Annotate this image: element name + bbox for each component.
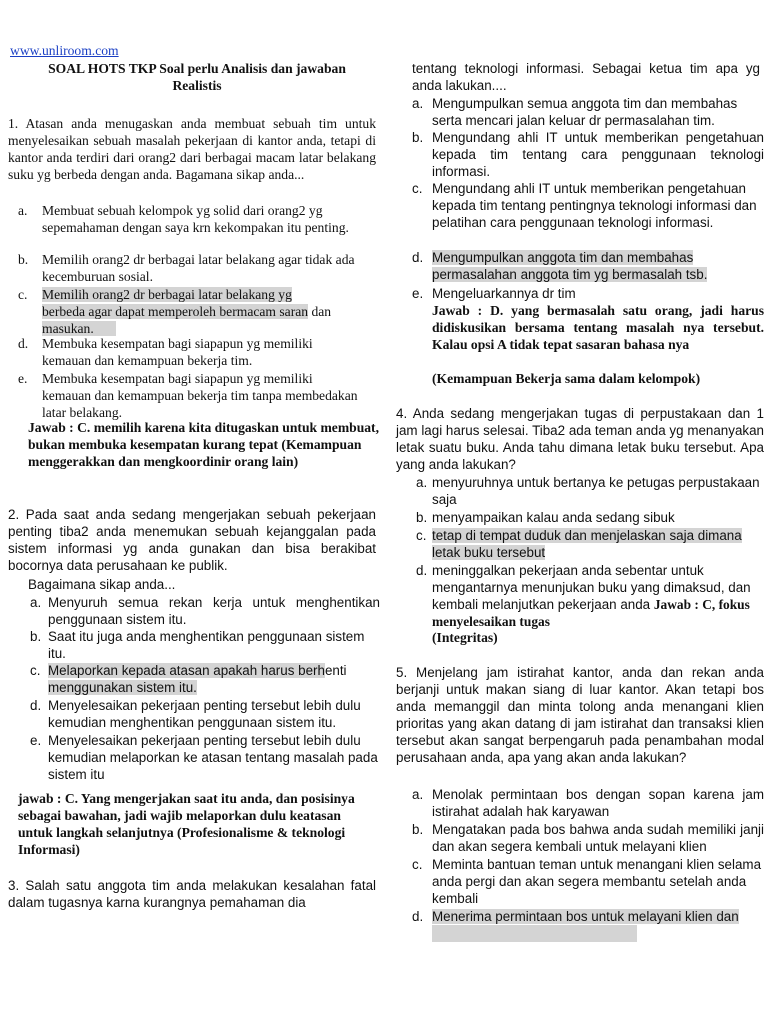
q4-option-d <box>416 562 756 630</box>
q4-option-c <box>416 527 766 561</box>
q2-option-a <box>30 594 380 628</box>
question-3-text-continued: tentang teknologi informasi. Sebagai ketua tim apa yg anda lakukan.... <box>412 61 760 93</box>
q1-option-b-letter: b. <box>18 252 29 267</box>
q3-answer: Jawab : D. yang bermasalah satu orang, jadi harus didiskusikan bersama tentang masalah nya tersebut. Kalau opsi A tidak tepat sasaran bahasa nya <box>432 303 764 352</box>
q5-option-c-letter: c. <box>412 857 423 872</box>
page-title-line1: SOAL HOTS TKP Soal perlu Analisis dan jawaban <box>48 61 346 76</box>
q1-option-d <box>18 335 358 369</box>
q2-option-c-rest: enti <box>324 663 347 678</box>
q5-option-d-highlight-1: Menerima permintaan bos untuk melayani klien dan <box>432 909 739 924</box>
q2-option-b-text: Saat itu juga anda menghentikan penggunaan sistem itu. <box>48 629 365 661</box>
q3-option-a <box>412 95 762 129</box>
q2-answer: jawab : C. Yang mengerjakan saat itu anda, dan posisinya sebagai bawahan, jadi wajib melaporkan dulu keatasan untuk langkah selanjutnya (Profesionalisme & teknologi Informasi) <box>18 791 355 857</box>
q4-option-a-text: menyuruhnya untuk bertanya ke petugas perpustakaan saja <box>432 475 760 507</box>
q4-option-b <box>416 509 766 526</box>
q1-option-c <box>18 286 378 337</box>
q1-option-c-rest: dan <box>308 304 332 319</box>
q1-option-a-letter: a. <box>18 203 28 218</box>
q3-option-d <box>412 249 762 283</box>
q5-option-a-letter: a. <box>412 787 424 802</box>
q3-option-e-text: Mengeluarkannya dr tim <box>432 286 576 301</box>
q4-option-a-letter: a. <box>416 475 428 490</box>
q5-option-c <box>412 856 764 907</box>
q1-option-e-letter: e. <box>18 371 28 386</box>
q1-answer: Jawab : C. memilih karena kita ditugaskan untuk membuat, bukan membuka kesempatan kurang tepat (Kemampuan menggerakkan dan mengkoordinir orang lain) <box>28 420 379 469</box>
q3-option-a-text: Mengumpulkan semua anggota tim dan membahas serta mencari jalan keluar dr permasalahan tim. <box>432 96 738 128</box>
q3-option-c-text: Mengundang ahli IT untuk memberikan pengetahuan kepada tim tentang pentingnya teknologi informasi dan pelatihan cara penggunaan teknologi informasi. <box>432 181 757 230</box>
q2-option-c-letter: c. <box>30 663 41 678</box>
q1-option-a-text: Membuat sebuah kelompok yg solid dari orang2 yg sepemahaman dengan saya krn kekompakan itu penting. <box>42 203 349 235</box>
q3-option-e-letter: e. <box>412 286 424 301</box>
q5-option-b <box>412 821 764 855</box>
q1-option-d-letter: d. <box>18 336 29 351</box>
q5-option-a <box>412 786 764 820</box>
q5-option-b-letter: b. <box>412 822 424 837</box>
question-2-text: 2. Pada saat anda sedang mengerjakan sebuah pekerjaan penting tiba2 anda menemukan sebuah kejanggalan pada sistem informasi yg anda gunakan dan bisa berakibat bocornya data perusahaan ke publik. <box>8 507 376 573</box>
q3-option-e <box>412 285 762 302</box>
q2-option-c-highlight-1: Melaporkan kepada atasan apakah harus berh <box>48 663 325 678</box>
q2-option-e-letter: e. <box>30 733 42 748</box>
q1-option-c-highlight-3: masukan. <box>42 321 116 336</box>
q2-option-e <box>30 732 380 783</box>
q4-option-c-letter: c. <box>416 528 427 543</box>
question-2-prompt: Bagaimana sikap anda... <box>28 577 176 592</box>
q2-option-b-letter: b. <box>30 629 42 644</box>
q3-option-c-letter: c. <box>412 181 423 196</box>
q3-option-b-letter: b. <box>412 130 424 145</box>
question-5-text: 5. Menjelang jam istirahat kantor, anda dan rekan anda berjanji untuk makan siang di luar kantor. Akan tetapi bos anda memanggil dan minta tolong anda menangani klien prioritas yang akan datang di jam istirahat dan transaksi klien tersebut akan sangat berpengaruh pada penambahan modal perusahaan anda, apa yang akan anda lakukan? <box>396 665 764 765</box>
q5-option-c-text: Meminta bantuan teman untuk menangani klien selama anda pergi dan akan segera membantu setelah anda kembali <box>432 857 762 906</box>
q2-option-d-letter: d. <box>30 698 42 713</box>
question-1-text: 1. Atasan anda menugaskan anda membuat sebuah tim untuk menyelesaikan sebuah masalah pekerjaan di kantor anda, tetapi di kantor anda terdiri dari orang2 dari berbagai macam latar belakang suku yg berbeda dengan anda. Bagamana sikap anda... <box>8 116 376 182</box>
q2-option-e-text: Menyelesaikan pekerjaan penting tersebut lebih dulu kemudian melaporkan ke atasan tentang masalah pada sistem itu <box>48 733 378 782</box>
q3-option-a-letter: a. <box>412 96 424 111</box>
q4-answer-category: (Integritas) <box>432 630 498 645</box>
q2-option-a-text: Menyuruh semua rekan kerja untuk menghentikan penggunaan sistem itu. <box>48 595 380 627</box>
page-title <box>10 60 384 94</box>
q1-option-a <box>18 202 358 236</box>
q3-option-d-letter: d. <box>412 250 424 265</box>
q3-option-c <box>412 180 762 231</box>
q4-option-d-letter: d. <box>416 563 428 578</box>
q3-option-b <box>412 129 764 180</box>
q4-option-d-text: meninggalkan pekerjaan anda sebentar untuk mengantarnya menunjukan buku yang dimaksud, dan kembali melanjutkan pekerjaan anda <box>432 563 751 612</box>
q2-option-a-letter: a. <box>30 595 42 610</box>
q4-option-a <box>416 474 766 508</box>
q5-option-b-text: Mengatakan pada bos bahwa anda sudah memiliki janji dan akan segera kembali untuk melayani klien <box>432 822 764 854</box>
q4-option-c-highlight-2: letak buku tersebut <box>432 545 546 560</box>
q1-option-c-highlight-2: berbeda agar dapat memperoleh bermacam saran <box>42 304 309 319</box>
q1-option-c-highlight-1: Memilih orang2 dr berbagai latar belakang yg <box>42 287 292 302</box>
source-url-link[interactable]: www.unliroom.com <box>10 43 119 58</box>
q1-option-e <box>18 370 358 421</box>
q4-answer: Jawab : C, fokus menyelesaikan tugas <box>432 597 750 629</box>
q2-option-d <box>30 697 380 731</box>
q4-option-b-letter: b. <box>416 510 428 525</box>
q2-option-c-highlight-2: menggunakan sistem itu. <box>48 680 197 695</box>
q4-option-b-text: menyampaikan kalau anda sedang sibuk <box>432 510 675 525</box>
q1-option-b <box>18 251 358 285</box>
q1-option-b-text: Memilih orang2 dr berbagai latar belakang agar tidak ada kecemburuan sosial. <box>42 252 355 284</box>
q1-option-d-text: Membuka kesempatan bagi siapapun yg memiliki kemauan dan kemampuan bekerja tim. <box>42 336 313 368</box>
q4-option-c-highlight-1: tetap di tempat duduk dan menjelaskan saja dimana <box>432 528 742 543</box>
q5-option-d-highlight-2 <box>432 925 637 942</box>
q1-option-c-letter: c. <box>18 287 28 302</box>
q2-option-b <box>30 628 380 662</box>
q1-option-e-text: Membuka kesempatan bagi siapapun yg memiliki kemauan dan kemampuan bekerja tim tanpa membedakan latar belakang. <box>42 371 358 420</box>
q3-option-d-highlight-1: Mengumpulkan anggota tim dan membahas <box>432 250 694 265</box>
q3-option-d-highlight-2: permasalahan anggota tim yg bermasalah tsb. <box>432 267 708 282</box>
question-3-text: 3. Salah satu anggota tim anda melakukan kesalahan fatal dalam tugasnya karna kurangnya pemahaman dia <box>8 878 376 910</box>
q5-option-a-text: Menolak permintaan bos dengan sopan karena jam istirahat adalah hak karyawan <box>432 787 764 819</box>
q3-answer-category: (Kemampuan Bekerja sama dalam kelompok) <box>432 371 701 386</box>
page-title-line2: Realistis <box>172 78 222 93</box>
q3-option-b-text: Mengundang ahli IT untuk memberikan pengetahuan kepada tim tentang cara penggunaan teknologi informasi. <box>432 130 764 179</box>
question-4-text: 4. Anda sedang mengerjakan tugas di perpustakaan dan 1 jam lagi harus selesai. Tiba2 ada teman anda yg menanyakan letak suatu buku. Anda tahu dimana letak buku tersebut. Apa yang anda lakukan? <box>396 406 764 472</box>
q2-option-c <box>30 662 386 696</box>
q5-option-d-letter: d. <box>412 909 424 924</box>
q5-option-d <box>412 908 764 942</box>
q2-option-d-text: Menyelesaikan pekerjaan penting tersebut lebih dulu kemudian menghentikan penggunaan sistem itu. <box>48 698 361 730</box>
